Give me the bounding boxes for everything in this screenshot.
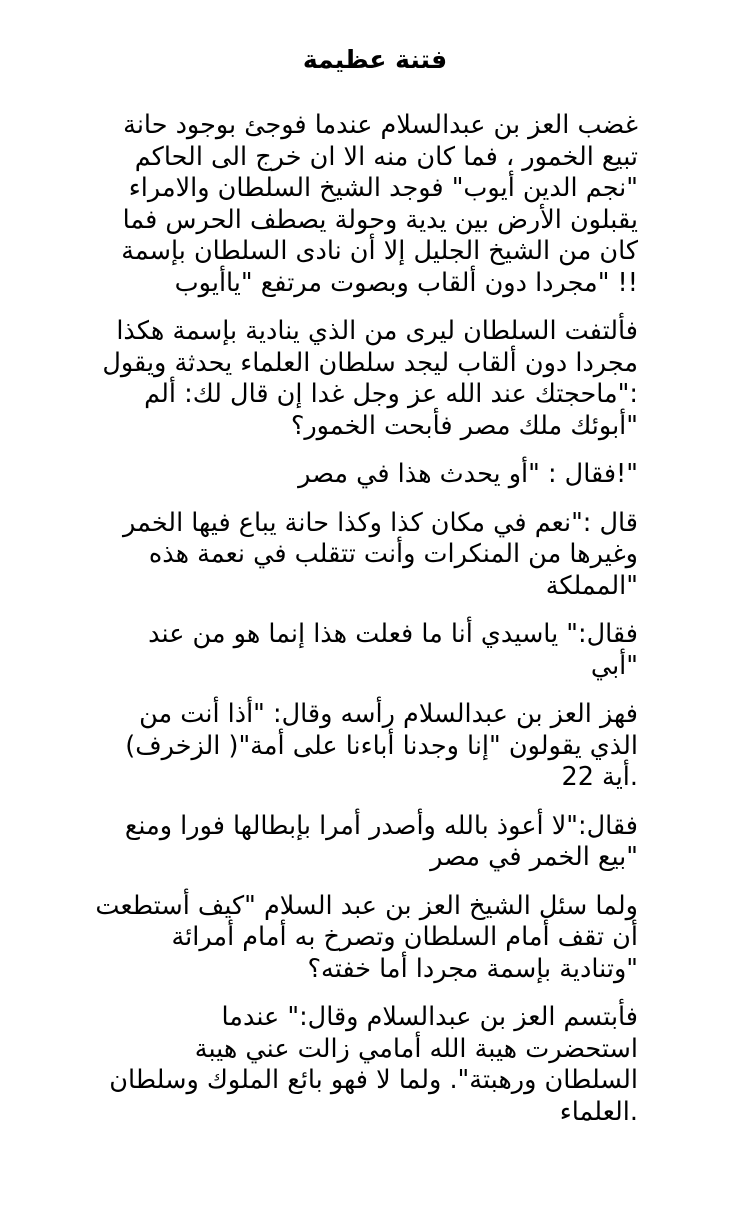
- text-line: "وتنادية بإسمة مجردا أما خفته؟: [307, 953, 638, 984]
- paragraph-7: [112, 811, 638, 874]
- document-body: [95, 110, 638, 1145]
- text-line: ولما سئل الشيخ العز بن عبد السلام "كيف أستطعت: [95, 890, 638, 921]
- text-line: :"ماحجتك عند الله عز وجل غدا إن قال لك: ألم: [144, 379, 638, 409]
- text-line: وغيرها من المنكرات وأنت تتقلب في نعمة هذه: [148, 539, 638, 569]
- text-line: "أبي: [590, 650, 638, 681]
- text-line: فقال:" ياسيدي أنا ما فعلت هذا إنما هو من عند: [148, 619, 638, 649]
- text-line: فألتفت السلطان ليرى من الذي ينادية بإسمة هكذا: [116, 316, 638, 346]
- text-line: أن تقف أمام السلطان وتصرخ به أمام أمرائة: [171, 922, 638, 952]
- text-line: فأبتسم العز بن عبدالسلام وقال:" عندما: [221, 1002, 638, 1032]
- text-line: غضب العز بن عبدالسلام عندما فوجئ بوجود حانة: [123, 110, 638, 140]
- text-line: "نجم الدين أيوب" فوجد الشيخ السلطان والامراء: [128, 173, 638, 203]
- text-line: قال :"نعم في مكان كذا وكذا حانة يباع فيها الخمر: [123, 507, 638, 538]
- text-line: "المملكة: [545, 570, 638, 601]
- text-line: السلطان ورهبتة". ولما لا فهو بائع الملوك وسلطان: [109, 1065, 638, 1095]
- text-line: "!فقال : "أو يحدث هذا في مصر: [298, 459, 638, 489]
- paragraph-5: [112, 619, 638, 682]
- text-line: مجردا دون ألقاب ليجد سلطان العلماء يحدثة ويقول: [102, 347, 638, 378]
- text-line: فقال:"لا أعوذ بالله وأصدر أمرا بإبطالها فورا ومنع: [124, 810, 638, 841]
- paragraph-9: [109, 1002, 638, 1128]
- paragraph-8: [95, 890, 638, 986]
- text-line: الذي يقولون "إنا وجدنا أباءنا على أمة"( الزخرف): [125, 730, 638, 761]
- text-line: تبيع الخمور ، فما كان منه الا ان خرج الى الحاكم: [134, 141, 638, 172]
- paragraph-6: [112, 699, 638, 794]
- text-line: "بيع الخمر في مصر: [430, 842, 638, 872]
- text-line: !! "مجردا دون ألقاب وبصوت مرتفع "ياأيوب: [174, 267, 638, 298]
- text-line: استحضرت هيبة الله أمامي زالت عني هيبة: [194, 1033, 638, 1064]
- text-line: يقبلون الأرض بين يدية وحولة يصطف الحرس فما: [122, 204, 638, 235]
- paragraph-2: [102, 316, 638, 442]
- paragraph-1: [112, 110, 638, 299]
- text-line: .العلماء: [559, 1096, 638, 1127]
- text-line: "أبوئك ملك مصر فأبحت الخمور؟: [290, 410, 638, 441]
- document-title: فتنة عظيمة: [302, 44, 448, 74]
- paragraph-3: [112, 459, 638, 491]
- text-line: .أية 22: [561, 762, 638, 792]
- paragraph-4: [112, 508, 638, 603]
- text-line: فهز العز بن عبدالسلام رأسه وقال: "أذا أنت من: [139, 699, 638, 729]
- text-line: كان من الشيخ الجليل إلا أن نادى السلطان بإسمة: [121, 236, 638, 266]
